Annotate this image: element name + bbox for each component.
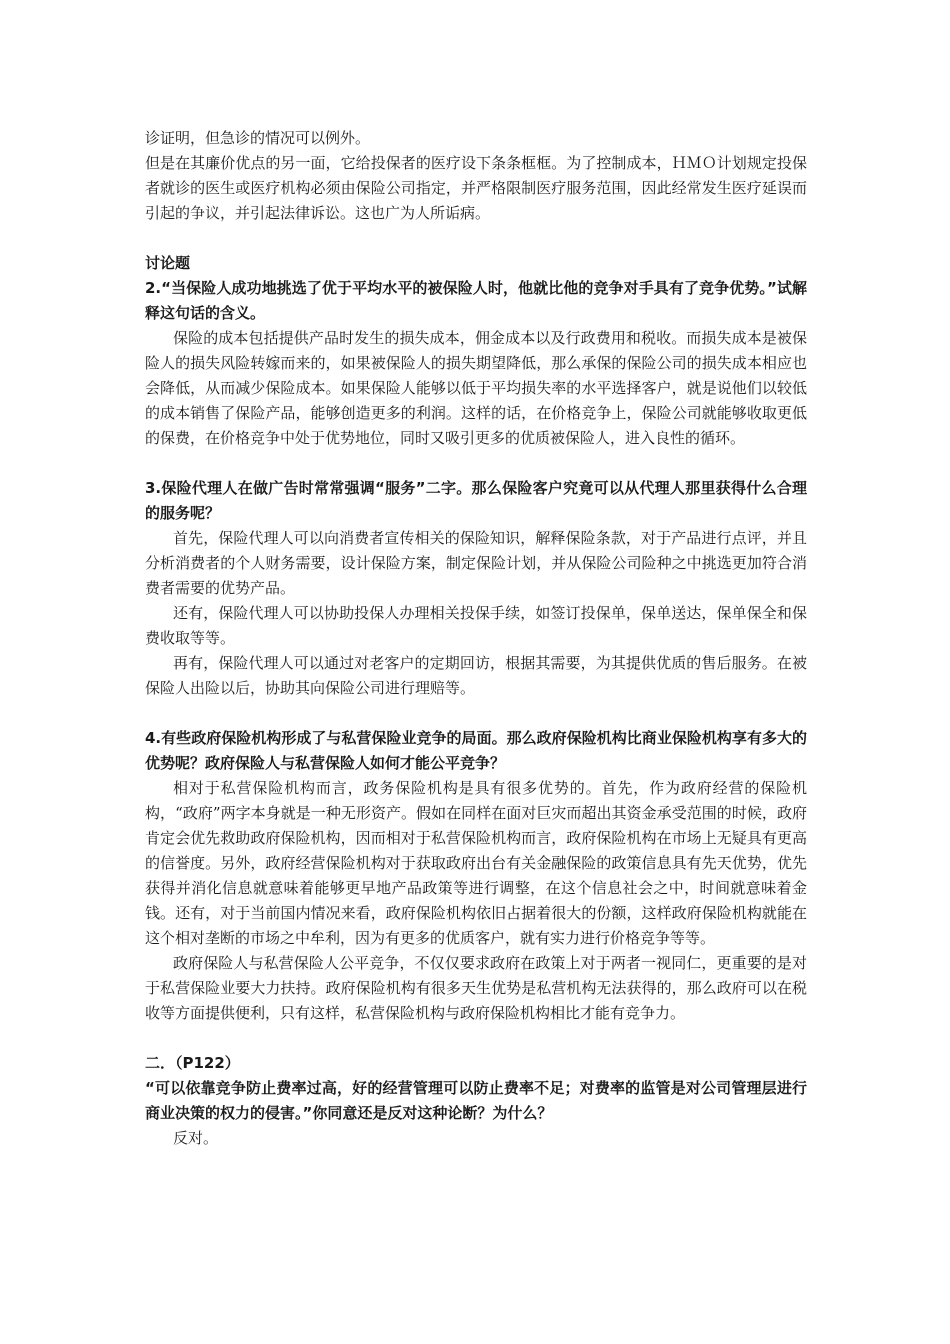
- question-4: 4.有些政府保险机构形成了与私营保险业竞争的局面。那么政府保险机构比商业保险机构享有多大的优势呢？政府保险人与私营保险人如何才能公平竞争？: [145, 729, 807, 772]
- spacer: [145, 1026, 807, 1051]
- spacer: [145, 701, 807, 726]
- section-2-title: 二．（P122）: [145, 1054, 240, 1072]
- section-2-answer: 反对。: [173, 1129, 219, 1147]
- discussion-heading: 讨论题: [145, 254, 191, 272]
- spacer: [145, 226, 807, 251]
- section-2-question: “可以依靠竞争防止费率过高，好的经营管理可以防止费率不足；对费率的监管是对公司管理层进行商业决策的权力的侵害。”你同意还是反对这种论断？为什么？: [145, 1079, 807, 1122]
- answer-3-paragraph-1: 首先，保险代理人可以向消费者宣传相关的保险知识，解释保险条款，对于产品进行点评，并且分析消费者的个人财务需要，设计保险方案，制定保险计划，并从保险公司险种之中挑选更加符合消费者需要的优势产品。: [145, 529, 807, 597]
- answer-2: 保险的成本包括提供产品时发生的损失成本，佣金成本以及行政费用和税收。而损失成本是被保险人的损失风险转嫁而来的，如果被保险人的损失期望降低，那么承保的保险公司的损失成本相应也会降低，从而减少保险成本。如果保险人能够以低于平均损失率的水平选择客户，就是说他们以较低的成本销售了保险产品，能够创造更多的利润。这样的话，在价格竞争上，保险公司就能够收取更低的保费，在价格竞争中处于优势地位，同时又吸引更多的优质被保险人，进入良性的循环。: [145, 329, 807, 447]
- intro-paragraph-2: 但是在其廉价优点的另一面，它给投保者的医疗设下条条框框。为了控制成本，ＨＭＯ计划规定投保者就诊的医生或医疗机构必须由保险公司指定，并严格限制医疗服务范围，因此经常发生医疗延误而引起的争议，并引起法律诉讼。这也广为人所诟病。: [145, 154, 807, 222]
- answer-3-paragraph-3: 再有，保险代理人可以通过对老客户的定期回访，根据其需要，为其提供优质的售后服务。在被保险人出险以后，协助其向保险公司进行理赔等。: [145, 654, 807, 697]
- question-3: 3.保险代理人在做广告时常常强调“服务”二字。那么保险客户究竟可以从代理人那里获得什么合理的服务呢？: [145, 479, 807, 522]
- answer-3-paragraph-2: 还有，保险代理人可以协助投保人办理相关投保手续，如签订投保单，保单送达，保单保全和保费收取等等。: [145, 604, 807, 647]
- question-2: 2.“当保险人成功地挑选了优于平均水平的被保险人时，他就比他的竞争对手具有了竞争优势。”试解释这句话的含义。: [145, 279, 807, 322]
- spacer: [145, 451, 807, 476]
- answer-4-paragraph-1: 相对于私营保险机构而言，政务保险机构是具有很多优势的。首先，作为政府经营的保险机构，“政府”两字本身就是一种无形资产。假如在同样在面对巨灾而超出其资金承受范围的时候，政府肯定会优先救助政府保险机构，因而相对于私营保险机构而言，政府保险机构在市场上无疑具有更高的信誉度。另外，政府经营保险机构对于获取政府出台有关金融保险的政策信息具有先天优势，优先获得并消化信息就意味着能够更早地产品政策等进行调整，在这个信息社会之中，时间就意味着金钱。还有，对于当前国内情况来看，政府保险机构依旧占据着很大的份额，这样政府保险机构就能在这个相对垄断的市场之中牟利，因为有更多的优质客户，就有实力进行价格竞争等等。: [145, 779, 807, 947]
- intro-paragraph-1: 诊证明，但急诊的情况可以例外。: [145, 129, 371, 147]
- document-content: [145, 126, 807, 1151]
- answer-4-paragraph-2: 政府保险人与私营保险人公平竞争，不仅仅要求政府在政策上对于两者一视同仁，更重要的是对于私营保险业要大力扶持。政府保险机构有很多天生优势是私营机构无法获得的，那么政府可以在税收等方面提供便利，只有这样，私营保险机构与政府保险机构相比才能有竞争力。: [145, 954, 807, 1022]
